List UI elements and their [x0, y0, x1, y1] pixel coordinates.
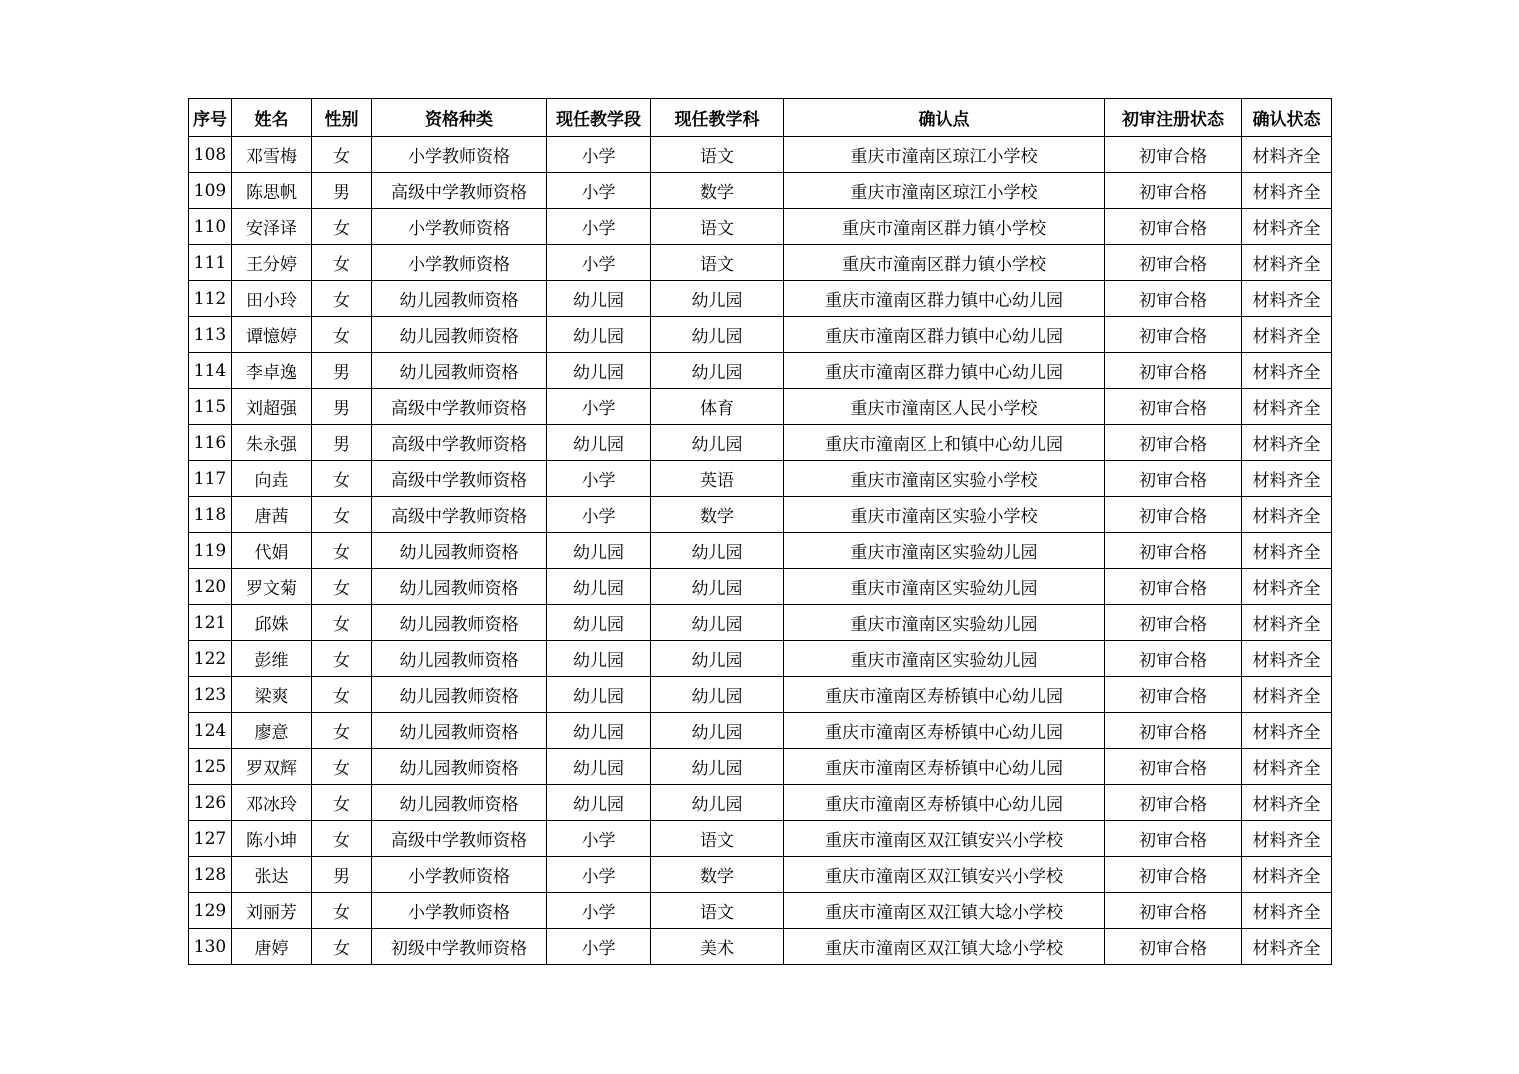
cell-index: 129 [189, 893, 232, 929]
cell-gender: 女 [312, 317, 372, 353]
cell-index: 127 [189, 821, 232, 857]
cell-teaching-stage: 幼儿园 [547, 605, 651, 641]
cell-teaching-stage: 小学 [547, 389, 651, 425]
cell-confirmation-point: 重庆市潼南区群力镇中心幼儿园 [784, 317, 1105, 353]
cell-confirmation-point: 重庆市潼南区群力镇中心幼儿园 [784, 281, 1105, 317]
cell-confirm-status: 材料齐全 [1242, 713, 1332, 749]
cell-confirmation-point: 重庆市潼南区寿桥镇中心幼儿园 [784, 677, 1105, 713]
cell-gender: 男 [312, 389, 372, 425]
header-teaching-subject: 现任教学科 [651, 99, 784, 137]
cell-index: 122 [189, 641, 232, 677]
table-row [189, 893, 1332, 929]
cell-qualification-type: 小学教师资格 [372, 857, 547, 893]
cell-review-status: 初审合格 [1105, 713, 1242, 749]
cell-confirm-status: 材料齐全 [1242, 821, 1332, 857]
cell-gender: 女 [312, 497, 372, 533]
cell-teaching-stage: 小学 [547, 461, 651, 497]
cell-teaching-subject: 语文 [651, 821, 784, 857]
cell-teaching-subject: 语文 [651, 209, 784, 245]
cell-teaching-subject: 幼儿园 [651, 353, 784, 389]
cell-name: 罗文菊 [232, 569, 312, 605]
cell-confirmation-point: 重庆市潼南区群力镇小学校 [784, 209, 1105, 245]
header-confirmation-point: 确认点 [784, 99, 1105, 137]
cell-confirm-status: 材料齐全 [1242, 245, 1332, 281]
header-name: 姓名 [232, 99, 312, 137]
table-body [189, 137, 1332, 965]
cell-review-status: 初审合格 [1105, 929, 1242, 965]
cell-name: 代娟 [232, 533, 312, 569]
cell-teaching-stage: 幼儿园 [547, 785, 651, 821]
cell-confirmation-point: 重庆市潼南区上和镇中心幼儿园 [784, 425, 1105, 461]
cell-confirm-status: 材料齐全 [1242, 173, 1332, 209]
cell-name: 刘超强 [232, 389, 312, 425]
cell-gender: 女 [312, 137, 372, 173]
cell-name: 邓冰玲 [232, 785, 312, 821]
qualification-table [188, 98, 1332, 965]
cell-review-status: 初审合格 [1105, 317, 1242, 353]
cell-teaching-subject: 幼儿园 [651, 533, 784, 569]
cell-qualification-type: 幼儿园教师资格 [372, 353, 547, 389]
table-row [189, 569, 1332, 605]
cell-teaching-stage: 小学 [547, 821, 651, 857]
cell-index: 124 [189, 713, 232, 749]
cell-qualification-type: 幼儿园教师资格 [372, 317, 547, 353]
cell-confirmation-point: 重庆市潼南区实验小学校 [784, 497, 1105, 533]
cell-teaching-stage: 幼儿园 [547, 749, 651, 785]
cell-confirm-status: 材料齐全 [1242, 461, 1332, 497]
cell-confirmation-point: 重庆市潼南区寿桥镇中心幼儿园 [784, 785, 1105, 821]
cell-name: 梁爽 [232, 677, 312, 713]
cell-qualification-type: 幼儿园教师资格 [372, 641, 547, 677]
table-row [189, 533, 1332, 569]
cell-name: 罗双辉 [232, 749, 312, 785]
cell-index: 115 [189, 389, 232, 425]
cell-name: 廖意 [232, 713, 312, 749]
cell-name: 安泽译 [232, 209, 312, 245]
cell-name: 向垚 [232, 461, 312, 497]
cell-teaching-stage: 小学 [547, 209, 651, 245]
cell-qualification-type: 幼儿园教师资格 [372, 713, 547, 749]
cell-confirm-status: 材料齐全 [1242, 497, 1332, 533]
table-row [189, 245, 1332, 281]
cell-teaching-subject: 语文 [651, 893, 784, 929]
cell-review-status: 初审合格 [1105, 425, 1242, 461]
cell-review-status: 初审合格 [1105, 821, 1242, 857]
cell-index: 109 [189, 173, 232, 209]
cell-name: 邱姝 [232, 605, 312, 641]
cell-gender: 女 [312, 281, 372, 317]
cell-qualification-type: 高级中学教师资格 [372, 173, 547, 209]
cell-qualification-type: 小学教师资格 [372, 137, 547, 173]
table-row [189, 641, 1332, 677]
cell-gender: 女 [312, 929, 372, 965]
cell-teaching-subject: 幼儿园 [651, 785, 784, 821]
cell-teaching-stage: 幼儿园 [547, 281, 651, 317]
cell-name: 唐茜 [232, 497, 312, 533]
cell-confirm-status: 材料齐全 [1242, 569, 1332, 605]
cell-gender: 女 [312, 713, 372, 749]
cell-gender: 男 [312, 173, 372, 209]
cell-teaching-stage: 幼儿园 [547, 713, 651, 749]
cell-teaching-subject: 幼儿园 [651, 641, 784, 677]
cell-qualification-type: 幼儿园教师资格 [372, 569, 547, 605]
cell-gender: 女 [312, 677, 372, 713]
header-review-status: 初审注册状态 [1105, 99, 1242, 137]
cell-index: 108 [189, 137, 232, 173]
cell-name: 王分婷 [232, 245, 312, 281]
cell-review-status: 初审合格 [1105, 209, 1242, 245]
cell-name: 唐婷 [232, 929, 312, 965]
cell-name: 陈小坤 [232, 821, 312, 857]
cell-index: 128 [189, 857, 232, 893]
cell-qualification-type: 高级中学教师资格 [372, 461, 547, 497]
table-row [189, 857, 1332, 893]
cell-teaching-stage: 幼儿园 [547, 425, 651, 461]
table-row [189, 929, 1332, 965]
cell-gender: 女 [312, 785, 372, 821]
cell-qualification-type: 初级中学教师资格 [372, 929, 547, 965]
cell-gender: 女 [312, 461, 372, 497]
cell-name: 陈思帆 [232, 173, 312, 209]
cell-review-status: 初审合格 [1105, 605, 1242, 641]
cell-confirm-status: 材料齐全 [1242, 785, 1332, 821]
cell-teaching-subject: 美术 [651, 929, 784, 965]
cell-teaching-subject: 幼儿园 [651, 677, 784, 713]
cell-gender: 男 [312, 425, 372, 461]
cell-gender: 男 [312, 857, 372, 893]
table-row [189, 785, 1332, 821]
cell-review-status: 初审合格 [1105, 497, 1242, 533]
cell-review-status: 初审合格 [1105, 857, 1242, 893]
cell-confirm-status: 材料齐全 [1242, 209, 1332, 245]
cell-gender: 女 [312, 569, 372, 605]
cell-review-status: 初审合格 [1105, 173, 1242, 209]
cell-teaching-subject: 语文 [651, 245, 784, 281]
cell-review-status: 初审合格 [1105, 533, 1242, 569]
table-row [189, 605, 1332, 641]
cell-confirmation-point: 重庆市潼南区人民小学校 [784, 389, 1105, 425]
cell-confirmation-point: 重庆市潼南区实验幼儿园 [784, 605, 1105, 641]
cell-confirm-status: 材料齐全 [1242, 749, 1332, 785]
cell-gender: 女 [312, 749, 372, 785]
cell-name: 谭憶婷 [232, 317, 312, 353]
cell-teaching-subject: 数学 [651, 497, 784, 533]
cell-confirmation-point: 重庆市潼南区群力镇小学校 [784, 245, 1105, 281]
cell-name: 彭维 [232, 641, 312, 677]
cell-qualification-type: 幼儿园教师资格 [372, 749, 547, 785]
cell-name: 刘丽芳 [232, 893, 312, 929]
cell-index: 126 [189, 785, 232, 821]
cell-confirm-status: 材料齐全 [1242, 641, 1332, 677]
cell-name: 田小玲 [232, 281, 312, 317]
cell-qualification-type: 幼儿园教师资格 [372, 281, 547, 317]
cell-name: 张达 [232, 857, 312, 893]
cell-gender: 女 [312, 821, 372, 857]
cell-review-status: 初审合格 [1105, 137, 1242, 173]
table-row [189, 389, 1332, 425]
cell-teaching-subject: 幼儿园 [651, 713, 784, 749]
cell-review-status: 初审合格 [1105, 461, 1242, 497]
cell-confirmation-point: 重庆市潼南区实验小学校 [784, 461, 1105, 497]
cell-qualification-type: 小学教师资格 [372, 209, 547, 245]
cell-index: 123 [189, 677, 232, 713]
cell-teaching-stage: 幼儿园 [547, 677, 651, 713]
cell-name: 李卓逸 [232, 353, 312, 389]
cell-teaching-stage: 幼儿园 [547, 353, 651, 389]
cell-index: 119 [189, 533, 232, 569]
cell-teaching-subject: 幼儿园 [651, 281, 784, 317]
cell-index: 130 [189, 929, 232, 965]
cell-index: 121 [189, 605, 232, 641]
table-row [189, 173, 1332, 209]
cell-confirm-status: 材料齐全 [1242, 353, 1332, 389]
cell-confirmation-point: 重庆市潼南区实验幼儿园 [784, 641, 1105, 677]
cell-index: 111 [189, 245, 232, 281]
cell-confirm-status: 材料齐全 [1242, 677, 1332, 713]
cell-name: 邓雪梅 [232, 137, 312, 173]
cell-teaching-subject: 数学 [651, 857, 784, 893]
cell-confirmation-point: 重庆市潼南区双江镇大埝小学校 [784, 929, 1105, 965]
cell-teaching-subject: 幼儿园 [651, 749, 784, 785]
cell-teaching-stage: 小学 [547, 857, 651, 893]
cell-teaching-subject: 语文 [651, 137, 784, 173]
cell-confirmation-point: 重庆市潼南区双江镇安兴小学校 [784, 821, 1105, 857]
table-row [189, 317, 1332, 353]
cell-confirm-status: 材料齐全 [1242, 281, 1332, 317]
cell-gender: 女 [312, 245, 372, 281]
cell-review-status: 初审合格 [1105, 785, 1242, 821]
cell-confirmation-point: 重庆市潼南区琼江小学校 [784, 137, 1105, 173]
cell-teaching-subject: 幼儿园 [651, 425, 784, 461]
cell-teaching-stage: 小学 [547, 245, 651, 281]
cell-review-status: 初审合格 [1105, 641, 1242, 677]
cell-qualification-type: 幼儿园教师资格 [372, 677, 547, 713]
cell-teaching-stage: 幼儿园 [547, 641, 651, 677]
cell-confirmation-point: 重庆市潼南区群力镇中心幼儿园 [784, 353, 1105, 389]
cell-gender: 女 [312, 641, 372, 677]
cell-index: 112 [189, 281, 232, 317]
cell-confirm-status: 材料齐全 [1242, 425, 1332, 461]
cell-confirm-status: 材料齐全 [1242, 605, 1332, 641]
cell-name: 朱永强 [232, 425, 312, 461]
cell-confirm-status: 材料齐全 [1242, 929, 1332, 965]
cell-gender: 男 [312, 353, 372, 389]
header-qualification-type: 资格种类 [372, 99, 547, 137]
cell-teaching-subject: 数学 [651, 173, 784, 209]
cell-teaching-stage: 小学 [547, 893, 651, 929]
table-row [189, 137, 1332, 173]
cell-qualification-type: 小学教师资格 [372, 245, 547, 281]
cell-confirmation-point: 重庆市潼南区实验幼儿园 [784, 533, 1105, 569]
cell-review-status: 初审合格 [1105, 569, 1242, 605]
cell-gender: 女 [312, 209, 372, 245]
cell-index: 117 [189, 461, 232, 497]
cell-confirmation-point: 重庆市潼南区双江镇安兴小学校 [784, 857, 1105, 893]
table-row [189, 821, 1332, 857]
cell-qualification-type: 高级中学教师资格 [372, 425, 547, 461]
cell-index: 120 [189, 569, 232, 605]
cell-qualification-type: 幼儿园教师资格 [372, 785, 547, 821]
cell-gender: 女 [312, 533, 372, 569]
cell-qualification-type: 高级中学教师资格 [372, 389, 547, 425]
cell-review-status: 初审合格 [1105, 389, 1242, 425]
cell-confirmation-point: 重庆市潼南区琼江小学校 [784, 173, 1105, 209]
table-row [189, 353, 1332, 389]
cell-review-status: 初审合格 [1105, 353, 1242, 389]
table-row [189, 425, 1332, 461]
table-row [189, 497, 1332, 533]
table-row [189, 713, 1332, 749]
cell-review-status: 初审合格 [1105, 245, 1242, 281]
cell-confirm-status: 材料齐全 [1242, 317, 1332, 353]
header-teaching-stage: 现任教学段 [547, 99, 651, 137]
cell-teaching-subject: 英语 [651, 461, 784, 497]
cell-confirmation-point: 重庆市潼南区寿桥镇中心幼儿园 [784, 749, 1105, 785]
table-header-row [189, 99, 1332, 137]
table-row [189, 677, 1332, 713]
cell-confirmation-point: 重庆市潼南区实验幼儿园 [784, 569, 1105, 605]
cell-teaching-stage: 小学 [547, 929, 651, 965]
cell-qualification-type: 高级中学教师资格 [372, 821, 547, 857]
cell-index: 110 [189, 209, 232, 245]
cell-teaching-stage: 小学 [547, 497, 651, 533]
header-index: 序号 [189, 99, 232, 137]
cell-review-status: 初审合格 [1105, 749, 1242, 785]
cell-teaching-stage: 幼儿园 [547, 569, 651, 605]
cell-index: 114 [189, 353, 232, 389]
cell-review-status: 初审合格 [1105, 281, 1242, 317]
cell-teaching-subject: 幼儿园 [651, 569, 784, 605]
cell-review-status: 初审合格 [1105, 677, 1242, 713]
cell-index: 116 [189, 425, 232, 461]
cell-teaching-subject: 幼儿园 [651, 605, 784, 641]
table-row [189, 281, 1332, 317]
table-row [189, 461, 1332, 497]
cell-confirm-status: 材料齐全 [1242, 533, 1332, 569]
cell-index: 113 [189, 317, 232, 353]
cell-teaching-stage: 小学 [547, 137, 651, 173]
cell-teaching-subject: 幼儿园 [651, 317, 784, 353]
cell-confirm-status: 材料齐全 [1242, 137, 1332, 173]
cell-confirm-status: 材料齐全 [1242, 893, 1332, 929]
header-gender: 性别 [312, 99, 372, 137]
cell-index: 118 [189, 497, 232, 533]
cell-confirmation-point: 重庆市潼南区双江镇大埝小学校 [784, 893, 1105, 929]
header-confirm-status: 确认状态 [1242, 99, 1332, 137]
cell-confirm-status: 材料齐全 [1242, 857, 1332, 893]
table-row [189, 749, 1332, 785]
cell-qualification-type: 高级中学教师资格 [372, 497, 547, 533]
cell-teaching-stage: 小学 [547, 173, 651, 209]
cell-confirmation-point: 重庆市潼南区寿桥镇中心幼儿园 [784, 713, 1105, 749]
cell-teaching-stage: 幼儿园 [547, 317, 651, 353]
cell-confirm-status: 材料齐全 [1242, 389, 1332, 425]
table-row [189, 209, 1332, 245]
cell-teaching-subject: 体育 [651, 389, 784, 425]
cell-gender: 女 [312, 605, 372, 641]
cell-index: 125 [189, 749, 232, 785]
cell-review-status: 初审合格 [1105, 893, 1242, 929]
cell-qualification-type: 小学教师资格 [372, 893, 547, 929]
cell-teaching-stage: 幼儿园 [547, 533, 651, 569]
cell-qualification-type: 幼儿园教师资格 [372, 533, 547, 569]
cell-qualification-type: 幼儿园教师资格 [372, 605, 547, 641]
cell-gender: 女 [312, 893, 372, 929]
